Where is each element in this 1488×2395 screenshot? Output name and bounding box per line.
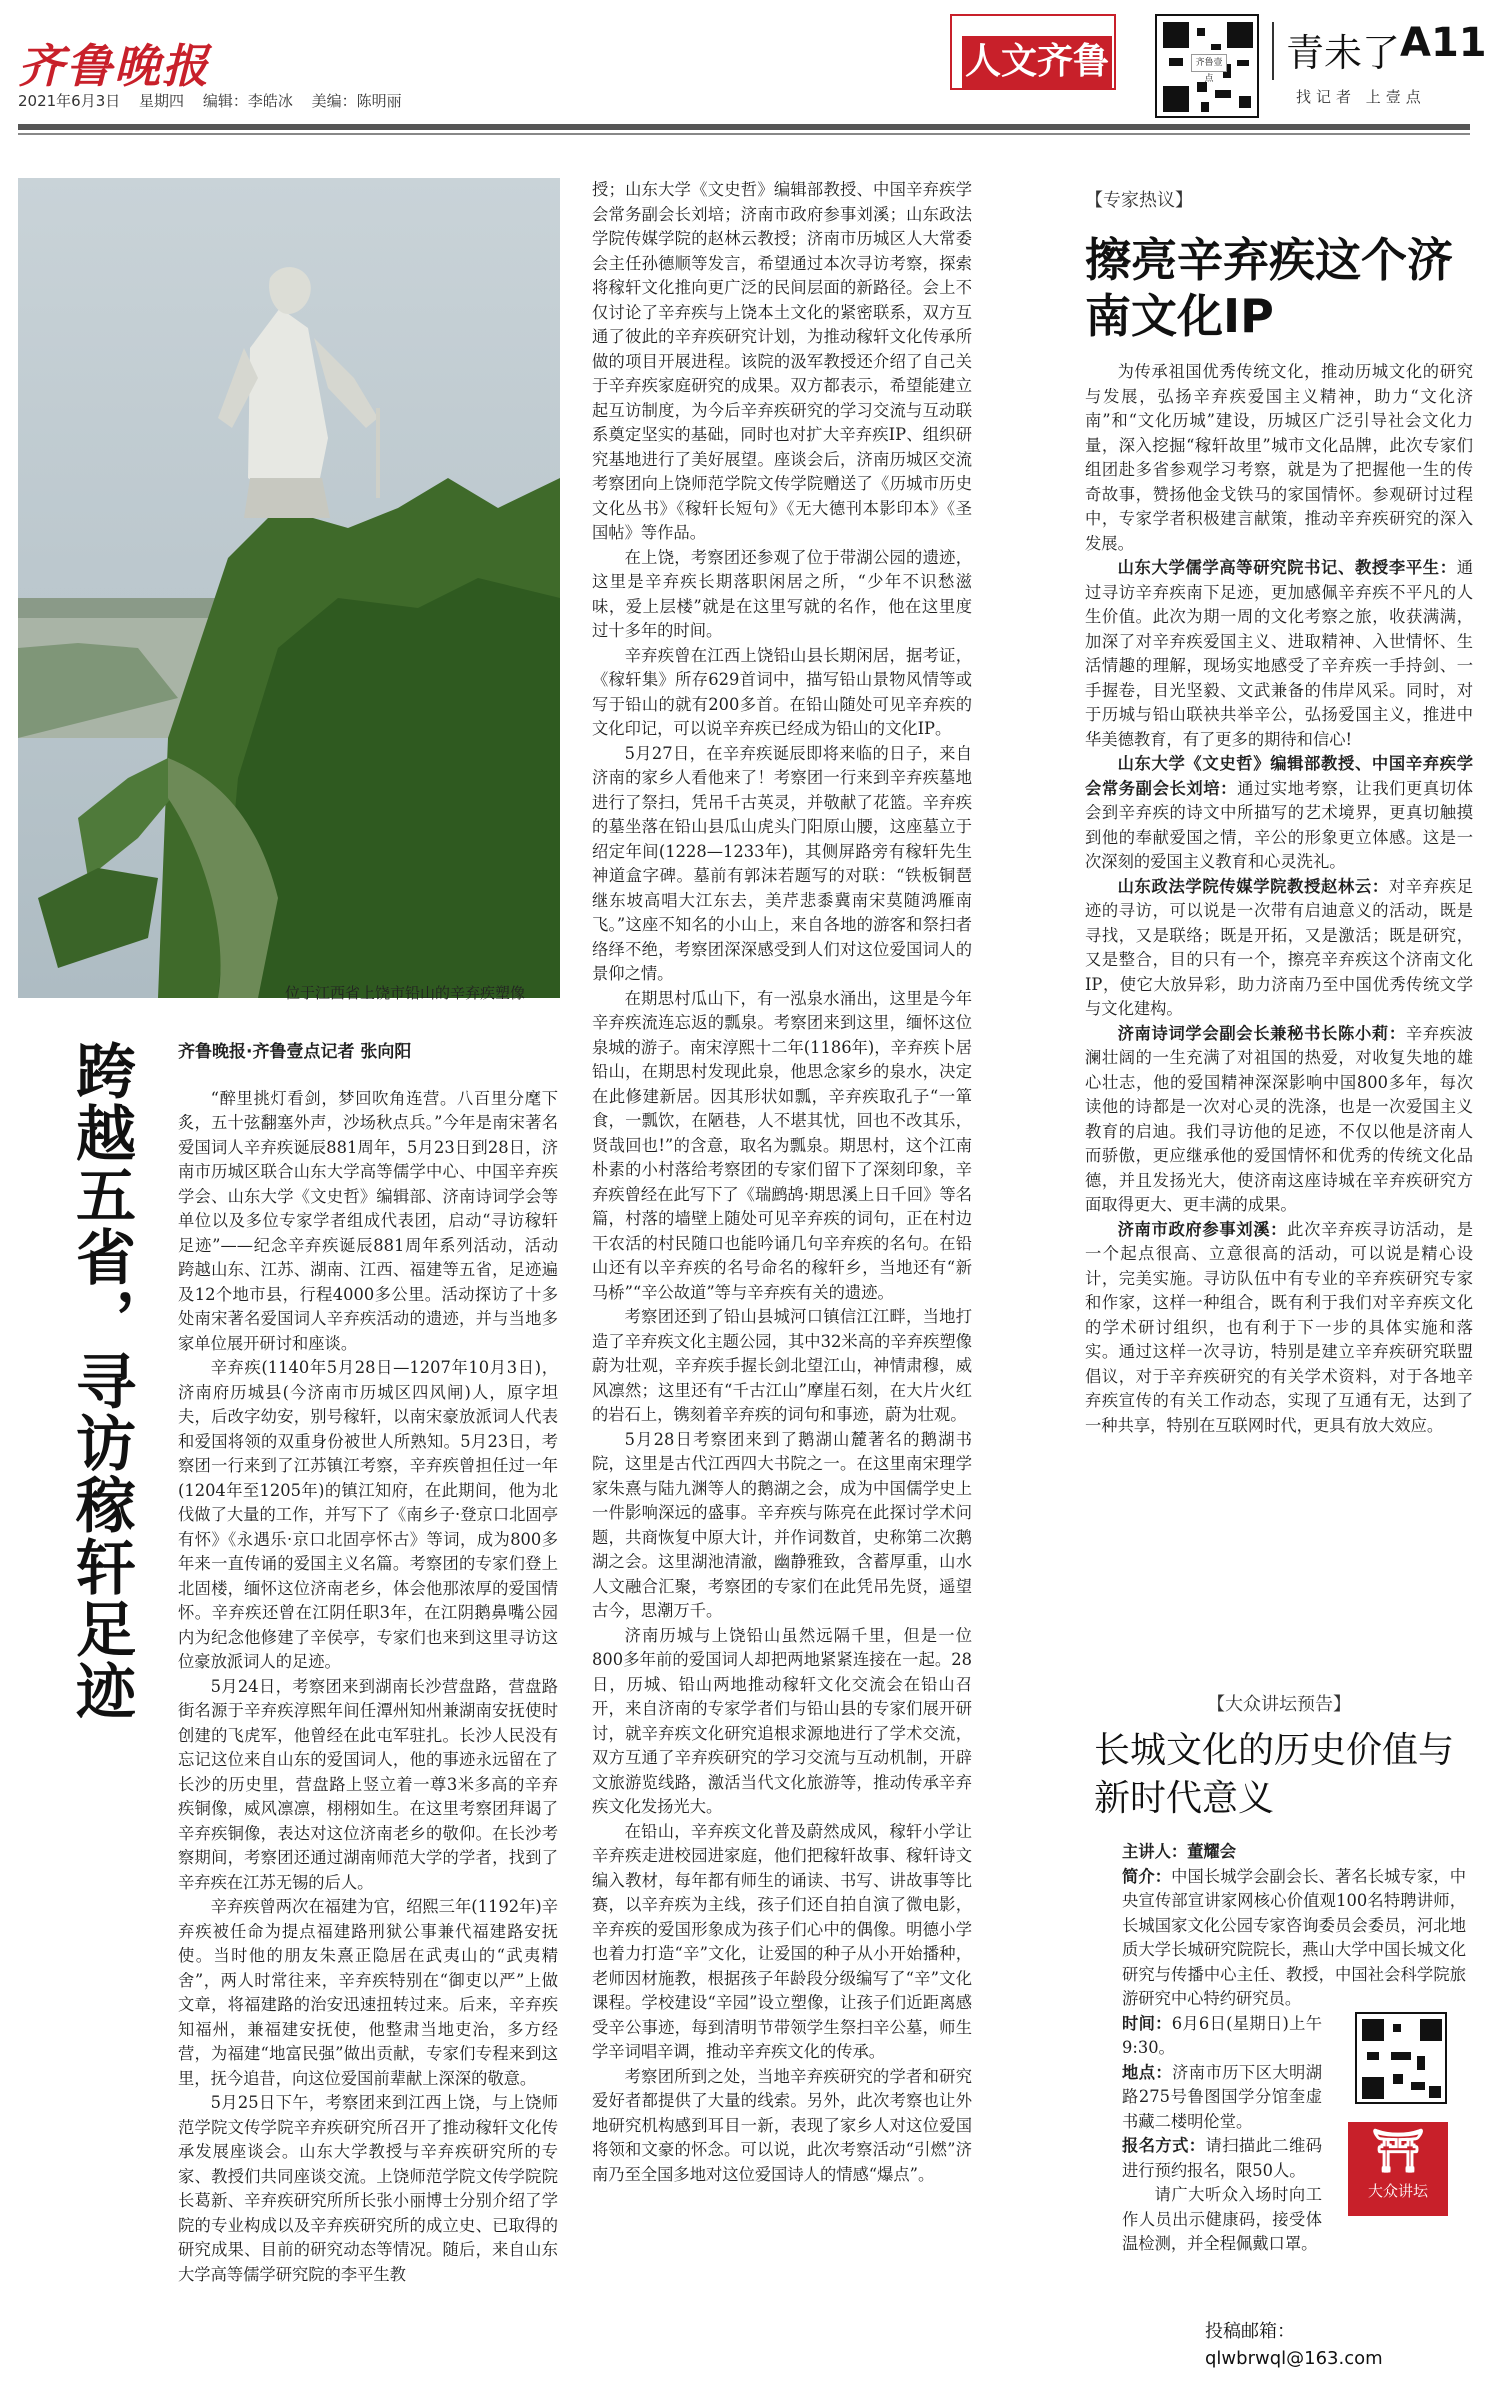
section-tab (950, 14, 1116, 90)
lecture-speaker (1122, 1840, 1466, 1865)
paragraph: 在铅山，辛弃疾文化普及蔚然成风，稼轩小学让辛弃疾走进校园进家庭，他们把稼轩故事、稼轩诗文编入教材，每年都有师生的诵读、书写、讲故事等比赛，以辛弃疾为主线，孩子们还自拍自演了微电影，辛弃疾的爱国形象成为孩子们心中的偶像。明德小学也着力打造“辛”文化，让爱国的种子从小开始播种，老师因材施教，根据孩子年龄段分级编写了“辛”文化课程。学校建设“辛园”设立塑像，让孩子们近距离感受辛公事迹，每到清明节带领学生祭扫辛公墓，师生学辛词唱辛调，推动辛弃疾文化的传承。 (592, 1821, 972, 2061)
expert-text: 通过实地考察，让我们更真切体会到辛弃疾的诗文中所描写的艺术境界，更真切触摸到他的奉献爱国之情，辛公的形象更立体感。这是一次深刻的爱国主义教育和心灵洗礼。 (1085, 778, 1473, 871)
paragraph: 在期思村瓜山下，有一泓泉水涌出，这里是今年辛弃疾流连忘返的瓢泉。考察团来到这里，缅怀这位泉城的游子。南宋淳熙十二年(1186年)，辛弃疾卜居铅山，在期思村发现此泉，他思念家乡的泉水，决定在此修建新居。因其形状如瓢，辛弃疾取孔子“一箪食，一瓢饮，在陋巷，人不堪其忧，回也不改其乐，贤哉回也!”的含意，取名为瓢泉。期思村，这个江南朴素的小村落给考察团的专家们留下了深刻印象，辛弃疾曾经在此写下了《瑞鹧鸪·期思溪上日千回》等名篇，村落的墙壁上随处可见辛弃疾的词句，正在村边干农活的村民随口也能吟诵几句辛弃疾的名句。在铅山还有以辛弃疾的名号命名的稼轩乡，当地还有“新马桥”“辛公故道”等与辛弃疾有关的遗迹。 (592, 988, 972, 1302)
signup-label: 报名方式： (1122, 2136, 1206, 2155)
expert-name: 山东政法学院传媒学院教授赵林云： (1117, 876, 1389, 896)
article-column-1 (178, 1040, 558, 2287)
opinion-body (1085, 360, 1473, 1438)
brand-divider (1272, 22, 1274, 80)
paragraph: 考察团所到之处，当地辛弃疾研究的学者和研究爱好者都提供了大量的线索。另外，此次考察也让外地研究机构感到耳目一新，表现了家乡人对这位爱国将领和文豪的怀念。可以说，此次考察活动“引燃”济南乃至全国多地对这位爱国诗人的情感“爆点”。 (592, 2066, 972, 2184)
paragraph: 考察团还到了铅山县城河口镇信江江畔，当地打造了辛弃疾文化主题公园，其中32米高的辛弃疾塑像蔚为壮观，辛弃疾手握长剑北望江山，神情肃穆，威风凛然；这里还有“千古江山”摩崖石刻，在大片火红的岩石上，镌刻着辛弃疾的词句和事迹，蔚为壮观。 (592, 1307, 972, 1424)
lecture-intro (1122, 1865, 1466, 2012)
submission-info (1205, 2318, 1383, 2372)
paragraph: “醉里挑灯看剑，梦回吹角连营。八百里分麾下炙，五十弦翻塞外声，沙场秋点兵。”今年是南宋著名爱国词人辛弃疾诞辰881周年，5月23日到28日，济南市历城区联合山东大学高等儒学中心、中国辛弃疾学会、山东大学《文史哲》编辑部、济南诗词学会等单位以及多位专家学者组成代表团，启动“寻访稼轩足迹”——纪念辛弃疾诞辰881周年系列活动，活动跨越山东、江苏、湖南、江西、福建等五省，足迹遍及12个地市县，行程4000多公里。活动探访了十多处南宋著名爱国词人辛弃疾活动的遗迹，并与当地多家单位展开研讨和座谈。 (178, 1088, 558, 1353)
newspaper-logo: 齐鲁晚报 (18, 39, 210, 93)
page-number: A11 (1400, 20, 1487, 66)
paragraph: 5月28日考察团来到了鹅湖山麓著名的鹅湖书院，这里是古代江西四大书院之一。在这里南宋理学家朱熹与陆九渊等人的鹅湖之会，成为中国儒学史上一件影响深远的盛事。辛弃疾与陈亮在此探讨学术问题，共商恢复中原大计，并作词数首，史称第二次鹅湖之会。这里湖池清澈，幽静雅致，含蓄厚重，山水人文融合汇聚，考察团的专家们在此凭吊先贤，遥望古今，思潮万千。 (592, 1429, 972, 1620)
expert-quote (1085, 556, 1473, 752)
paragraph: 在上饶，考察团还参观了位于带湖公园的遗迹，这里是辛弃疾长期落职闲居之所，“少年不识愁滋味，爱上层楼”就是在这里写就的名作，他在这里度过十多年的时间。 (592, 547, 972, 640)
header-rule-thin (18, 133, 1470, 135)
expert-name: 济南诗词学会副会长兼秘书长陈小莉： (1117, 1023, 1406, 1043)
opinion-tag: 【专家热议】 (1085, 190, 1193, 211)
lecture-time (1122, 2012, 1322, 2061)
opinion-headline: 擦亮辛弃疾这个济南文化IP (1085, 233, 1453, 343)
feature-headline: 跨越五省，寻访稼轩足迹 (66, 1040, 136, 1722)
issue-info (18, 90, 416, 111)
qr-code-icon (1155, 14, 1259, 118)
submission-label: 投稿邮箱： (1205, 2321, 1295, 2342)
expert-quote (1085, 875, 1473, 1022)
paragraph: 授；山东大学《文史哲》编辑部教授、中国辛弃疾学会常务副会长刘培；济南市政府参事刘溪；山东政法学院传媒学院的赵林云教授；济南市历城区人大常委会主任孙德顺等发言，希望通过本次寻访考察，探索将稼轩文化推向更广泛的民间层面的新路径。会上不仅讨论了辛弃疾与上饶本土文化的紧密联系，双方互通了彼此的辛弃疾研究计划，为推动稼轩文化传承所做的项目开展进程。该院的汲军教授还介绍了自己关于辛弃疾家庭研究的成果。双方都表示，希望能建立起互访制度，为今后辛弃疾研究的学习交流与互动联系奠定坚实的基础，同时也对扩大辛弃疾IP、组织研究基地进行了美好展望。座谈会后，济南历城区交流考察团向上饶师范学院文传学院赠送了《历城市历史文化丛书》《稼轩长短句》《无大德刊本影印本》《圣国帖》等作品。 (592, 180, 972, 542)
expert-text: 通过寻访辛弃疾南下足迹，更加感佩辛弃疾不平凡的人生价值。此次为期一周的文化考察之旅，收获满满，加深了对辛弃疾爱国主义、进取精神、入世情怀、生活情趣的理解，现场实地感受了辛弃疾一手持剑、一手握卷，目光坚毅、文武兼备的伟岸风采。同时，对于历城与铅山联袂共举辛公，弘扬爱国主义，推进中华美德教育，有了更多的期待和信心! (1085, 558, 1473, 749)
paragraph: 5月25日下午，考察团来到江西上饶，与上饶师范学院文传学院辛弃疾研究所召开了推动稼轩文化传承发展座谈会。山东大学教授与辛弃疾研究所的专家、教授们共同座谈交流。上饶师范学院文传学院院长葛新、辛弃疾研究所所长张小丽博士分别介绍了学院的专业构成以及辛弃疾研究所的成立史、已取得的研究成果、目前的研究动态等情况。随后，来自山东大学高等儒学研究院的李平生教 (178, 2093, 558, 2284)
statue-photo (18, 178, 560, 998)
paragraph: 5月27日，在辛弃疾诞辰即将来临的日子，来自济南的家乡人看他来了！考察团一行来到辛弃疾墓地进行了祭扫，凭吊千古英灵，并敬献了花篮。辛弃疾的墓坐落在铅山县瓜山虎头门阳原山腰，这座墓立于绍定年间(1228—1233年)，其侧屏路旁有稼轩先生神道盒字碑。墓前有郭沫若题写的对联：“铁板铜琶继东坡高唱大江东去，美芹悲黍冀南宋莫随鸿雁南飞。”这座不知名的小山上，来自各地的游客和祭扫者络绎不绝，考察团深深感受到人们对这位爱国词人的景仰之情。 (592, 743, 972, 983)
submission-email[interactable]: qlwbrwql@163.com (1205, 2348, 1383, 2369)
speaker-label: 主讲人： (1122, 1842, 1188, 1861)
section-name: 人文齐鲁 (962, 36, 1112, 88)
opinion-column (1085, 186, 1473, 1438)
expert-quote (1085, 1022, 1473, 1218)
lecture-headline: 长城文化的历史价值与新时代意义 (1094, 1730, 1455, 1819)
signup-text: 请扫描此二维码进行预约报名，限50人。 (1122, 2136, 1322, 2180)
place-label: 地点： (1122, 2062, 1173, 2082)
intro-text: 中国长城学会副会长、著名长城专家，中央宣传部宣讲家网核心价值观100名特聘讲师，长城国家文化公园专家咨询委员会委员，河北地质大学长城研究院院长，燕山大学中国长城文化研究与传播中心主任、教授，中国社会科学院旅游研究中心特约研究员。 (1122, 1866, 1466, 2008)
lecture-logo-icon: ⛩ (1371, 2126, 1425, 2175)
article-column-2 (592, 178, 972, 2187)
expert-text: 辛弃疾波澜壮阔的一生充满了对祖国的热爱，对收复失地的雄心壮志，他的爱国精神深深影响中国800多年，每次读他的诗都是一次对心灵的洗涤，也是一次爱国主义教育的启迪。我们寻访他的足迹，不仅以他是济南人而骄傲，更应继承他的爱国情怀和优秀的传统文化品德，并且发扬光大，使济南这座诗城在辛弃疾研究方面取得更大、更丰满的成果。 (1085, 1023, 1473, 1214)
page-brand: 青未了 (1286, 31, 1401, 75)
issue-date: 2021年6月3日 (18, 92, 121, 110)
expert-quote (1085, 752, 1473, 875)
paragraph: 5月24日，考察团来到湖南长沙营盘路，营盘路街名源于辛弃疾淳熙年间任潭州知州兼湖南安抚使时创建的飞虎军，他曾经在此屯军驻扎。长沙人民没有忘记这位来自山东的爱国词人，他的事迹永远留在了长沙的历史里，营盘路上竖立着一尊3米多高的辛弃疾铜像，威风凛凛，栩栩如生。在这里考察团拜谒了辛弃疾铜像，表达对这位济南老乡的敬仰。在长沙考察期间，考察团还通过湖南师范大学的学者，找到了辛弃疾在江苏无锡的后人。 (178, 1676, 558, 1892)
lecture-place (1122, 2061, 1322, 2135)
paragraph: 辛弃疾曾在江西上饶铅山县长期闲居，据考证，《稼轩集》所存629首词中，描写铅山景物风情等或写于铅山的就有200多首。在铅山随处可见辛弃疾的文化印记，可以说辛弃疾已经成为铅山的文化IP。 (592, 645, 972, 738)
lecture-logo-text: 大众讲坛 (1367, 2182, 1428, 2200)
lecture-health-notice: 请广大听众入场时向工作人员出示健康码，接受体温检测，并全程佩戴口罩。 (1122, 2185, 1322, 2253)
expert-name: 济南市政府参事刘溪： (1117, 1219, 1288, 1239)
editor-credit: 编辑：李皓冰 (202, 92, 293, 110)
reporter-credit: 找记者 上壹点 (1296, 88, 1426, 106)
expert-name: 山东大学儒学高等研究院书记、教授李平生： (1117, 558, 1457, 577)
expert-name: 山东大学《文史哲》编辑部教授、中国辛弃疾学会常务副会长刘培： (1085, 754, 1473, 798)
issue-weekday: 星期四 (139, 92, 185, 110)
place-text: 济南市历下区大明湖路275号鲁图国学分馆奎虚书藏二楼明伦堂。 (1122, 2062, 1322, 2131)
expert-text: 此次辛弃疾寻访活动，是一个起点很高、立意很高的活动，可以说是精心设计，完美实施。寻访队伍中有专业的辛弃疾研究专家和作家，这样一种组合，既有利于我们对辛弃疾文化的学术研讨组织，也有利于下一步的具体实施和落实。通过这样一次寻访，特别是建立辛弃疾研究联盟倡议，对于辛弃疾研究的有关学术资料，对于各地辛弃疾宣传的有关工作动态，实现了互通有无，达到了一种共享，特别在互联网时代，更具有放大效应。 (1085, 1219, 1473, 1435)
time-label: 时间： (1122, 2013, 1172, 2033)
photo-caption: 位于江西省上饶市铅山的辛弃疾塑像 (285, 984, 526, 1002)
designer-credit: 美编：陈明丽 (311, 92, 402, 110)
paragraph: 为传承祖国优秀传统文化，推动历城文化的研究与发展，弘扬辛弃疾爱国主义精神，助力“文化济南”和“文化历城”建设，历城区广泛引导社会文化力量，深入挖掘“稼轩故里”城市文化品牌，此次专家们组团赴多省参观学习考察，就是为了把握他一生的传奇故事，赞扬他金戈铁马的家国情怀。参观研讨过程中，专家学者积极建言献策，推动辛弃疾研究的深入发展。 (1085, 362, 1473, 553)
expert-text: 对辛弃疾足迹的寻访，可以说是一次带有启迪意义的活动，既是寻找，又是联络；既是开拓，又是激活；既是研究，又是整合，目的只有一个，擦亮辛弃疾这个济南文化IP，使它大放异彩，助力济南乃至中国优秀传统文学与文化建构。 (1085, 876, 1473, 1018)
signup-qr-code-icon[interactable] (1355, 2012, 1447, 2104)
intro-label: 简介： (1122, 1866, 1172, 1886)
paragraph: 辛弃疾曾两次在福建为官，绍熙三年(1192年)辛弃疾被任命为提点福建路刑狱公事兼代福建路安抚使。当时他的朋友朱熹正隐居在武夷山的“武夷精舍”，两人时常往来，辛弃疾特别在“御吏以严”上做文章，将福建路的治安迅速扭转过来。后来，辛弃疾知福州，兼福建安抚使，他整肃当地吏治，多方经营，为福建“地富民强”做出贡献，专家们专程来到这里，抚今追昔，向这位爱国前辈献上深深的敬意。 (178, 1897, 558, 2088)
byline: 齐鲁晚报·齐鲁壹点记者 张向阳 (178, 1042, 412, 1062)
lecture-tag: 【大众讲坛预告】 (1207, 1694, 1351, 1715)
header-rule (18, 124, 1470, 130)
paragraph: 济南历城与上饶铅山虽然远隔千里，但是一位800多年前的爱国词人却把两地紧紧连接在一起。28日，历城、铅山两地推动稼轩文化交流会在铅山召开，来自济南的专家学者们与铅山县的专家们展开研讨，就辛弃疾文化研究追根求源地进行了学术交流，双方互通了辛弃疾研究的学习交流与互动机制，开辟文旅游览线路，激活当代文化旅游等，推动传承辛弃疾文化发扬光大。 (592, 1625, 972, 1816)
time-text: 6月6日(星期日)上午9:30。 (1122, 2013, 1322, 2057)
lecture-logo (1348, 2122, 1448, 2216)
qr-caption: 齐鲁壹点 (1191, 54, 1227, 72)
expert-quote (1085, 1218, 1473, 1439)
speaker-name: 董耀会 (1187, 1842, 1236, 1861)
paragraph: 辛弃疾(1140年5月28日—1207年10月3日)，济南府历城县(今济南市历城区四风闸)人，原字坦夫，后改字幼安，别号稼轩，以南宋豪放派词人代表和爱国将领的双重身份被世人所熟知。5月23日，考察团一行来到了江苏镇江考察，辛弃疾曾担任过一年(1204年至1205年)的镇江知府，在此期间，他为北伐做了大量的工作，并写下了《南乡子·登京口北固亭有怀》《永遇乐·京口北固亭怀古》等词，成为800多年来一直传诵的爱国主义名篇。考察团的专家们登上北固楼，缅怀这位济南老乡，体会他那浓厚的爱国情怀。辛弃疾还曾在江阴任职3年，在江阴鹅鼻嘴公园内为纪念他修建了辛侯亭，专家们也来到这里寻访这位豪放派词人的足迹。 (178, 1358, 558, 1671)
lecture-signup (1122, 2134, 1322, 2183)
